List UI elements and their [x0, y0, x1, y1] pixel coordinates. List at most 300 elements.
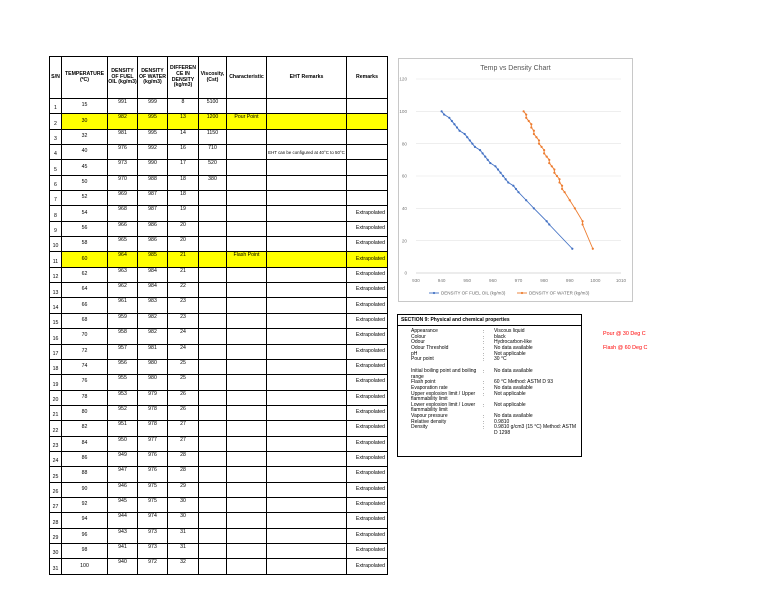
table-row [50, 436, 388, 451]
row-temperature: 66 [62, 298, 108, 313]
row-characteristic [227, 160, 267, 175]
row-viscosity [199, 436, 227, 451]
property-name: Vapour pressure [411, 413, 448, 420]
row-remark: Extrapolated [347, 390, 388, 405]
row-viscosity: 380 [199, 175, 227, 190]
row-characteristic [227, 298, 267, 313]
data-point [546, 156, 548, 158]
data-point [538, 139, 540, 141]
row-density-difference: 19 [168, 206, 199, 221]
row-characteristic [227, 405, 267, 420]
table-row [50, 375, 388, 390]
x-tick-label: 940 [437, 278, 446, 283]
y-tick-label: 100 [399, 108, 407, 114]
data-point [456, 126, 458, 128]
row-water-density: 976 [138, 467, 168, 482]
row-remark: Extrapolated [347, 267, 388, 282]
data-point [538, 143, 540, 145]
row-viscosity [199, 267, 227, 282]
row-water-density: 982 [138, 329, 168, 344]
row-characteristic [227, 267, 267, 282]
row-eht-remark [267, 267, 347, 282]
property-name: Flash point [411, 379, 436, 386]
row-eht-remark [267, 559, 347, 574]
row-remark [347, 191, 388, 206]
property-name: Initial boiling point and boiling range [411, 368, 477, 380]
row-temperature: 64 [62, 283, 108, 298]
data-point [494, 165, 496, 167]
row-fuel-oil-density: 976 [108, 145, 138, 160]
row-remark: Extrapolated [347, 298, 388, 313]
y-tick-label: 120 [399, 76, 407, 82]
row-eht-remark [267, 313, 347, 328]
property-name: Pour point [411, 356, 434, 363]
row-temperature: 72 [62, 344, 108, 359]
property-value: 30 °C [494, 356, 507, 363]
row-remark: Extrapolated [347, 467, 388, 482]
row-temperature: 80 [62, 405, 108, 420]
property-value: No data available [494, 368, 533, 375]
row-characteristic [227, 559, 267, 574]
row-water-density: 973 [138, 543, 168, 558]
row-characteristic [227, 390, 267, 405]
row-density-difference: 16 [168, 145, 199, 160]
data-point [451, 120, 453, 122]
row-density-difference: 24 [168, 329, 199, 344]
column-header: DIFFEREN CE IN DENSITY (kg/m3) [168, 57, 199, 99]
row-density-difference: 29 [168, 482, 199, 497]
table-row [50, 559, 388, 574]
row-density-difference: 21 [168, 252, 199, 267]
row-water-density: 972 [138, 559, 168, 574]
property-row [398, 425, 581, 436]
row-eht-remark [267, 129, 347, 144]
row-density-difference: 31 [168, 528, 199, 543]
row-viscosity [199, 405, 227, 420]
row-eht-remark [267, 375, 347, 390]
row-remark [347, 175, 388, 190]
property-separator: : [483, 351, 485, 358]
row-water-density: 995 [138, 129, 168, 144]
data-point [441, 110, 443, 112]
table-row [50, 543, 388, 558]
table-row [50, 390, 388, 405]
row-viscosity [199, 191, 227, 206]
row-fuel-oil-density: 955 [108, 375, 138, 390]
row-serial: 25 [50, 467, 62, 482]
row-fuel-oil-density: 949 [108, 451, 138, 466]
table-row [50, 421, 388, 436]
row-fuel-oil-density: 956 [108, 359, 138, 374]
row-density-difference: 32 [168, 559, 199, 574]
row-viscosity [199, 513, 227, 528]
property-value: No data available [494, 345, 533, 352]
data-point [443, 113, 445, 115]
property-separator: : [483, 346, 485, 353]
row-eht-remark [267, 175, 347, 190]
row-water-density: 987 [138, 191, 168, 206]
row-serial: 22 [50, 421, 62, 436]
row-viscosity [199, 421, 227, 436]
row-water-density: 982 [138, 313, 168, 328]
row-fuel-oil-density: 963 [108, 267, 138, 282]
row-eht-remark [267, 513, 347, 528]
data-point [525, 113, 527, 115]
row-fuel-oil-density: 953 [108, 390, 138, 405]
row-temperature: 54 [62, 206, 108, 221]
row-density-difference: 23 [168, 298, 199, 313]
x-tick-label: 980 [540, 278, 548, 283]
row-serial: 23 [50, 436, 62, 451]
property-value: Not applicable [494, 350, 526, 357]
row-characteristic [227, 451, 267, 466]
row-characteristic [227, 313, 267, 328]
row-serial: 21 [50, 405, 62, 420]
property-separator: : [483, 329, 485, 335]
row-remark: Extrapolated [347, 405, 388, 420]
data-point [533, 130, 535, 132]
table-row [50, 99, 388, 114]
row-fuel-oil-density: 969 [108, 191, 138, 206]
row-density-difference: 30 [168, 497, 199, 512]
row-serial: 4 [50, 145, 62, 160]
row-density-difference: 22 [168, 283, 199, 298]
row-remark: Extrapolated [347, 482, 388, 497]
row-viscosity [199, 390, 227, 405]
row-remark: Extrapolated [347, 344, 388, 359]
row-serial: 31 [50, 559, 62, 574]
table-row [50, 252, 388, 267]
property-name: Lower explosion limit / Lower flammability limit [411, 401, 476, 414]
table-row [50, 513, 388, 528]
x-tick-label: 930 [412, 278, 420, 283]
data-point [556, 175, 558, 177]
row-temperature: 32 [62, 129, 108, 144]
y-tick-label: 80 [401, 141, 407, 147]
row-serial: 6 [50, 175, 62, 190]
property-value: Not applicable [494, 401, 526, 408]
row-density-difference: 26 [168, 390, 199, 405]
row-temperature: 52 [62, 191, 108, 206]
row-serial: 7 [50, 191, 62, 206]
data-point [530, 123, 532, 125]
row-eht-remark [267, 237, 347, 252]
row-characteristic [227, 221, 267, 236]
section9-physical-chemical-properties [397, 314, 582, 457]
row-eht-remark [267, 543, 347, 558]
data-point [551, 165, 553, 167]
column-header: Viscosity, (Cst) [199, 57, 227, 99]
row-fuel-oil-density: 966 [108, 221, 138, 236]
property-row [398, 357, 581, 363]
data-point [507, 181, 509, 183]
table-row [50, 283, 388, 298]
table-row [50, 467, 388, 482]
series-line-fuel-oil [442, 111, 573, 248]
table-header-row [50, 57, 388, 99]
row-remark [347, 114, 388, 129]
data-point [574, 207, 576, 209]
row-density-difference: 14 [168, 129, 199, 144]
data-point [571, 248, 573, 250]
row-remark [347, 160, 388, 175]
row-serial: 2 [50, 114, 62, 129]
data-point [543, 152, 545, 154]
column-header: DENSITY OF FUEL OIL (kg/m3) [108, 57, 138, 99]
row-characteristic [227, 467, 267, 482]
row-eht-remark [267, 221, 347, 236]
row-temperature: 56 [62, 221, 108, 236]
row-density-difference: 13 [168, 114, 199, 129]
row-viscosity: 520 [199, 160, 227, 175]
row-viscosity: 5100 [199, 99, 227, 114]
section9-title: SECTION 9: Physical and chemical properties [398, 315, 581, 326]
property-separator: : [483, 402, 485, 409]
row-serial: 18 [50, 359, 62, 374]
row-water-density: 977 [138, 436, 168, 451]
row-remark: Extrapolated [347, 237, 388, 252]
property-value: Viscous liquid [494, 328, 525, 334]
data-point [546, 220, 548, 222]
data-point [453, 123, 455, 125]
row-characteristic [227, 543, 267, 558]
data-point [569, 199, 571, 201]
row-density-difference: 20 [168, 221, 199, 236]
row-temperature: 58 [62, 237, 108, 252]
data-point [479, 149, 481, 151]
row-eht-remark [267, 436, 347, 451]
data-point [592, 248, 594, 250]
column-header: Characteristic [227, 57, 267, 99]
data-point [525, 199, 527, 201]
row-temperature: 100 [62, 559, 108, 574]
row-density-difference: 31 [168, 543, 199, 558]
row-characteristic [227, 528, 267, 543]
row-temperature: 70 [62, 329, 108, 344]
row-serial: 27 [50, 497, 62, 512]
row-eht-remark [267, 329, 347, 344]
table-row [50, 359, 388, 374]
row-water-density: 984 [138, 267, 168, 282]
row-water-density: 975 [138, 497, 168, 512]
row-eht-remark [267, 191, 347, 206]
row-temperature: 60 [62, 252, 108, 267]
row-fuel-oil-density: 944 [108, 513, 138, 528]
property-separator: : [483, 425, 485, 432]
row-serial: 12 [50, 267, 62, 282]
data-point [471, 143, 473, 145]
data-point [553, 168, 555, 170]
data-point [517, 191, 519, 193]
table-row [50, 451, 388, 466]
row-fuel-oil-density: 951 [108, 421, 138, 436]
data-point [561, 185, 563, 187]
data-point [489, 162, 491, 164]
property-name: Odour Threshold [411, 345, 449, 352]
chart-title: Temp vs Density Chart [480, 65, 551, 72]
row-water-density: 986 [138, 237, 168, 252]
row-water-density: 980 [138, 359, 168, 374]
row-remark: Extrapolated [347, 375, 388, 390]
row-remark: Extrapolated [347, 221, 388, 236]
row-serial: 10 [50, 237, 62, 252]
table-row [50, 206, 388, 221]
row-fuel-oil-density: 958 [108, 329, 138, 344]
row-water-density: 978 [138, 405, 168, 420]
data-point [581, 220, 583, 222]
row-serial: 5 [50, 160, 62, 175]
row-water-density: 980 [138, 375, 168, 390]
table-row [50, 114, 388, 129]
row-viscosity: 1200 [199, 114, 227, 129]
row-viscosity [199, 543, 227, 558]
row-serial: 17 [50, 344, 62, 359]
data-point [499, 172, 501, 174]
row-density-difference: 26 [168, 405, 199, 420]
row-remark: Extrapolated [347, 451, 388, 466]
table-body [50, 99, 388, 575]
property-value: No data available [494, 413, 533, 420]
data-point [505, 178, 507, 180]
property-separator: : [483, 391, 485, 398]
row-water-density: 979 [138, 390, 168, 405]
x-tick-label: 990 [565, 278, 574, 283]
table-row [50, 497, 388, 512]
row-serial: 11 [50, 252, 62, 267]
row-eht-remark [267, 298, 347, 313]
row-density-difference: 17 [168, 160, 199, 175]
table-row [50, 145, 388, 160]
table-row [50, 528, 388, 543]
data-point [484, 156, 486, 158]
row-remark: Extrapolated [347, 329, 388, 344]
row-remark: Extrapolated [347, 543, 388, 558]
row-temperature: 88 [62, 467, 108, 482]
data-point [543, 149, 545, 151]
data-point [530, 126, 532, 128]
y-tick-label: 20 [401, 238, 407, 244]
row-fuel-oil-density: 970 [108, 175, 138, 190]
row-characteristic [227, 129, 267, 144]
x-tick-label: 1000 [590, 278, 601, 283]
property-value: 60 °C Method: ASTM D 93 [494, 379, 553, 386]
row-viscosity [199, 313, 227, 328]
row-eht-remark [267, 497, 347, 512]
data-point [482, 152, 484, 154]
row-characteristic [227, 436, 267, 451]
row-eht-remark [267, 206, 347, 221]
row-water-density: 999 [138, 99, 168, 114]
data-point [548, 159, 550, 161]
row-eht-remark [267, 283, 347, 298]
row-eht-remark: EHT can be configured at 40°C to 50°C [267, 145, 347, 160]
property-separator: : [483, 334, 485, 341]
row-temperature: 92 [62, 497, 108, 512]
temperature-density-table [49, 56, 388, 575]
data-point [553, 172, 555, 174]
property-separator: : [483, 414, 485, 421]
x-tick-label: 970 [514, 278, 523, 283]
row-characteristic [227, 421, 267, 436]
row-temperature: 68 [62, 313, 108, 328]
row-temperature: 50 [62, 175, 108, 190]
row-remark: Extrapolated [347, 283, 388, 298]
row-eht-remark [267, 405, 347, 420]
row-viscosity [199, 375, 227, 390]
row-serial: 1 [50, 99, 62, 114]
legend-swatch-marker [521, 292, 523, 294]
row-fuel-oil-density: 959 [108, 313, 138, 328]
row-eht-remark [267, 359, 347, 374]
row-remark: Extrapolated [347, 497, 388, 512]
x-tick-label: 950 [463, 278, 472, 283]
row-water-density: 985 [138, 252, 168, 267]
property-value: No data available [494, 385, 533, 391]
row-remark [347, 145, 388, 160]
row-remark: Extrapolated [347, 359, 388, 374]
data-point [561, 188, 563, 190]
x-tick-label: 1010 [615, 278, 627, 283]
row-temperature: 15 [62, 99, 108, 114]
data-point [548, 223, 550, 225]
row-remark [347, 129, 388, 144]
row-characteristic [227, 375, 267, 390]
property-value: Not applicable [494, 390, 526, 397]
data-point [458, 130, 460, 132]
row-fuel-oil-density: 950 [108, 436, 138, 451]
row-characteristic [227, 145, 267, 160]
data-point [564, 191, 566, 193]
row-eht-remark [267, 451, 347, 466]
row-fuel-oil-density: 952 [108, 405, 138, 420]
legend-swatch-marker [433, 292, 435, 294]
row-density-difference: 18 [168, 175, 199, 190]
row-viscosity [199, 482, 227, 497]
row-fuel-oil-density: 973 [108, 160, 138, 175]
row-characteristic [227, 344, 267, 359]
row-fuel-oil-density: 941 [108, 543, 138, 558]
row-remark: Extrapolated [347, 436, 388, 451]
table-row [50, 298, 388, 313]
row-density-difference: 25 [168, 375, 199, 390]
row-characteristic [227, 359, 267, 374]
row-fuel-oil-density: 962 [108, 283, 138, 298]
row-remark [347, 99, 388, 114]
row-serial: 14 [50, 298, 62, 313]
row-viscosity [199, 237, 227, 252]
table-row [50, 405, 388, 420]
row-temperature: 94 [62, 513, 108, 528]
row-water-density: 978 [138, 421, 168, 436]
row-temperature: 86 [62, 451, 108, 466]
row-water-density: 983 [138, 298, 168, 313]
row-fuel-oil-density: 968 [108, 206, 138, 221]
data-point [535, 136, 537, 138]
row-water-density: 974 [138, 513, 168, 528]
row-density-difference: 8 [168, 99, 199, 114]
row-serial: 26 [50, 482, 62, 497]
row-remark: Extrapolated [347, 559, 388, 574]
row-water-density: 986 [138, 221, 168, 236]
data-point [525, 117, 527, 119]
row-temperature: 84 [62, 436, 108, 451]
row-temperature: 40 [62, 145, 108, 160]
row-density-difference: 20 [168, 237, 199, 252]
row-remark: Extrapolated [347, 528, 388, 543]
row-serial: 15 [50, 313, 62, 328]
table-row [50, 191, 388, 206]
row-characteristic [227, 283, 267, 298]
